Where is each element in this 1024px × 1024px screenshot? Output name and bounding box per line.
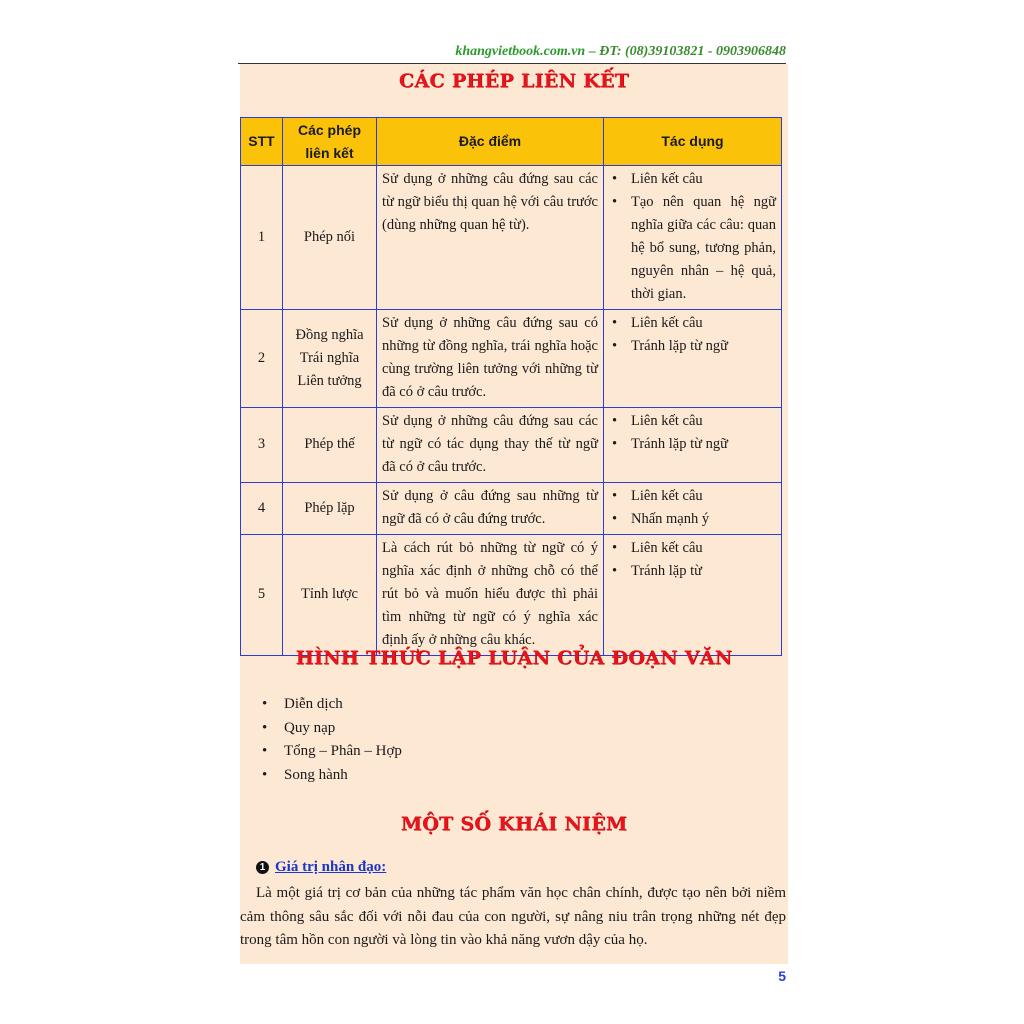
effect-item: • Liên kết câu [609, 537, 776, 560]
row-effect [604, 166, 782, 310]
page-number: 5 [778, 968, 786, 984]
concept-number-badge: 1 [256, 861, 269, 874]
row-feature: Sử dụng ở những câu đứng sau các từ ngữ có tác dụng thay thế từ ngữ đã có ở câu trước. [377, 408, 604, 483]
row-stt: 1 [241, 166, 283, 310]
row-effect [604, 535, 782, 656]
table-row [241, 166, 782, 310]
list-item: • Diễn dịch [262, 693, 402, 717]
section-title-concepts: MỘT SỐ KHÁI NIỆM [400, 813, 628, 835]
list-item: • Song hành [262, 764, 402, 788]
row-stt: 2 [241, 310, 283, 408]
effect-item: • Tránh lặp từ ngữ [609, 335, 776, 358]
effect-item: • Tránh lặp từ [609, 560, 776, 583]
row-type [283, 310, 377, 408]
section-title-argument-forms: HÌNH THỨC LẬP LUẬN CỦA ĐOẠN VĂN [295, 647, 733, 669]
col-header-type: Các phép liên kết [283, 118, 377, 166]
header-rule [238, 63, 786, 64]
header-phone: – ĐT: (08)39103821 - 0903906848 [585, 44, 786, 59]
row-type-line: Trái nghĩa [299, 349, 360, 366]
row-effect [604, 408, 782, 483]
effect-item: • Liên kết câu [609, 410, 776, 433]
linking-table [240, 117, 782, 656]
col-header-stt: STT [241, 118, 283, 166]
concept-paragraph: Là một giá trị cơ bản của những tác phẩm văn học chân chính, được tạo nên bởi niềm cảm thông sâu sắc đối với nỗi đau của con người, sự nâng niu trân trọng những nét đẹp trong tâm hồn con người và lòng tin vào khả năng vươn dậy của họ. [240, 885, 786, 948]
row-type: Phép nối [283, 166, 377, 310]
row-feature: Sử dụng ở những câu đứng sau các từ ngữ biểu thị quan hệ với câu trước (dùng những quan hệ từ). [377, 166, 604, 310]
row-stt: 5 [241, 535, 283, 656]
row-type: Phép lặp [283, 483, 377, 535]
header-site[interactable]: khangvietbook.com.vn [455, 44, 586, 59]
row-stt: 3 [241, 408, 283, 483]
row-effect [604, 310, 782, 408]
concept-heading [256, 859, 386, 876]
effect-item: • Tránh lặp từ ngữ [609, 433, 776, 456]
row-type: Tỉnh lược [283, 535, 377, 656]
row-feature: Sử dụng ở câu đứng sau những từ ngữ đã có ở câu đứng trước. [377, 483, 604, 535]
row-stt: 4 [241, 483, 283, 535]
col-header-effect: Tác dụng [604, 118, 782, 166]
row-effect [604, 483, 782, 535]
table-row [241, 408, 782, 483]
row-type-line: Liên tưởng [297, 372, 362, 389]
effect-item: • Nhấn mạnh ý [609, 508, 776, 531]
effect-item: • Liên kết câu [609, 168, 776, 191]
col-header-feature: Đặc điểm [377, 118, 604, 166]
concept-label: Giá trị nhân đạo: [275, 859, 387, 875]
argument-forms-list [262, 693, 402, 787]
effect-item: • Tạo nên quan hệ ngữ nghĩa giữa các câu: quan hệ bổ sung, tương phản, nguyên nhân – hệ quả, thời gian. [609, 191, 776, 306]
table-row [241, 535, 782, 656]
table-header-row [241, 118, 782, 166]
section-title-links: CÁC PHÉP LIÊN KẾT [398, 70, 630, 92]
header-contact [432, 44, 786, 60]
row-feature: Là cách rút bỏ những từ ngữ có ý nghĩa xác định ở những chỗ có thể rút bỏ và muốn hiểu được thì phải tìm những từ ngữ có ý nghĩa xác định ấy ở những câu khác. [377, 535, 604, 656]
row-type-line: Đồng nghĩa [295, 326, 364, 343]
row-type: Phép thế [283, 408, 377, 483]
effect-item: • Liên kết câu [609, 485, 776, 508]
list-item: • Quy nạp [262, 717, 402, 741]
row-feature: Sử dụng ở những câu đứng sau có những từ đồng nghĩa, trái nghĩa hoặc cùng trường liên tưởng với những từ đã có ở câu trước. [377, 310, 604, 408]
table-row [241, 310, 782, 408]
effect-item: • Liên kết câu [609, 312, 776, 335]
table-row [241, 483, 782, 535]
list-item: • Tổng – Phân – Hợp [262, 740, 402, 764]
